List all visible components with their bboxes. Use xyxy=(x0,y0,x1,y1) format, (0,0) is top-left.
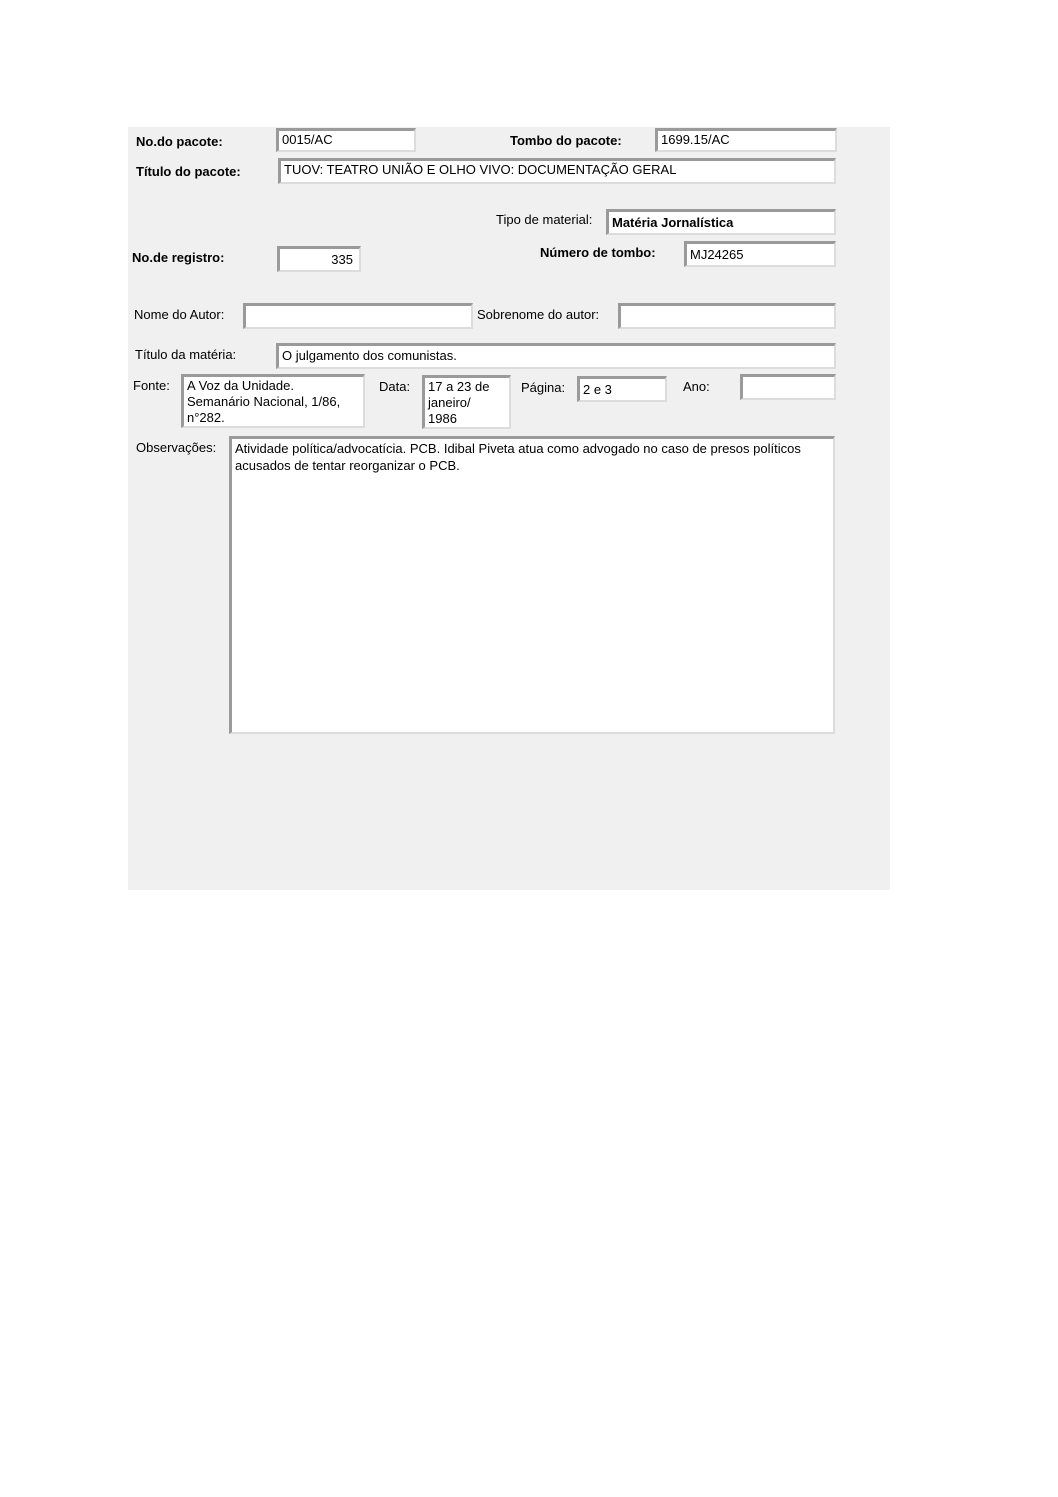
author-name-field[interactable] xyxy=(243,303,473,329)
pacote-number-field[interactable]: 0015/AC xyxy=(276,128,416,152)
year-field[interactable] xyxy=(740,374,836,400)
pacote-tombo-label: Tombo do pacote: xyxy=(510,133,622,148)
numero-tombo-field[interactable]: MJ24265 xyxy=(684,241,836,267)
material-type-field[interactable]: Matéria Jornalística xyxy=(606,209,836,235)
source-field[interactable]: A Voz da Unidade. Semanário Nacional, 1/86, n°282. xyxy=(181,374,365,428)
notes-label: Observações: xyxy=(136,440,217,455)
author-surname-field[interactable] xyxy=(618,303,836,329)
pacote-tombo-field[interactable]: 1699.15/AC xyxy=(655,128,837,152)
pacote-title-field[interactable]: TUOV: TEATRO UNIÃO E OLHO VIVO: DOCUMENTAÇÃO GERAL xyxy=(278,158,836,184)
numero-tombo-label: Número de tombo: xyxy=(540,245,656,260)
source-label: Fonte: xyxy=(133,378,170,393)
author-surname-label: Sobrenome do autor: xyxy=(477,307,600,322)
page-label: Página: xyxy=(521,380,566,395)
page-field[interactable]: 2 e 3 xyxy=(577,376,667,402)
material-type-label: Tipo de material: xyxy=(496,212,593,227)
notes-textarea[interactable]: Atividade política/advocatícia. PCB. Idibal Piveta atua como advogado no caso de presos políticos acusados de tentar reorganizar o PCB. xyxy=(229,436,835,734)
date-field[interactable]: 17 a 23 de janeiro/ 1986 xyxy=(422,375,511,429)
date-label: Data: xyxy=(379,379,411,394)
registro-label: No.de registro: xyxy=(132,250,225,265)
author-name-label: Nome do Autor: xyxy=(134,307,225,322)
article-title-field[interactable]: O julgamento dos comunistas. xyxy=(276,343,836,369)
article-title-label: Título da matéria: xyxy=(135,347,237,362)
registro-field[interactable]: 335 xyxy=(277,246,361,272)
pacote-title-label: Título do pacote: xyxy=(136,164,241,179)
pacote-number-label: No.do pacote: xyxy=(136,134,223,149)
year-label: Ano: xyxy=(683,379,710,394)
